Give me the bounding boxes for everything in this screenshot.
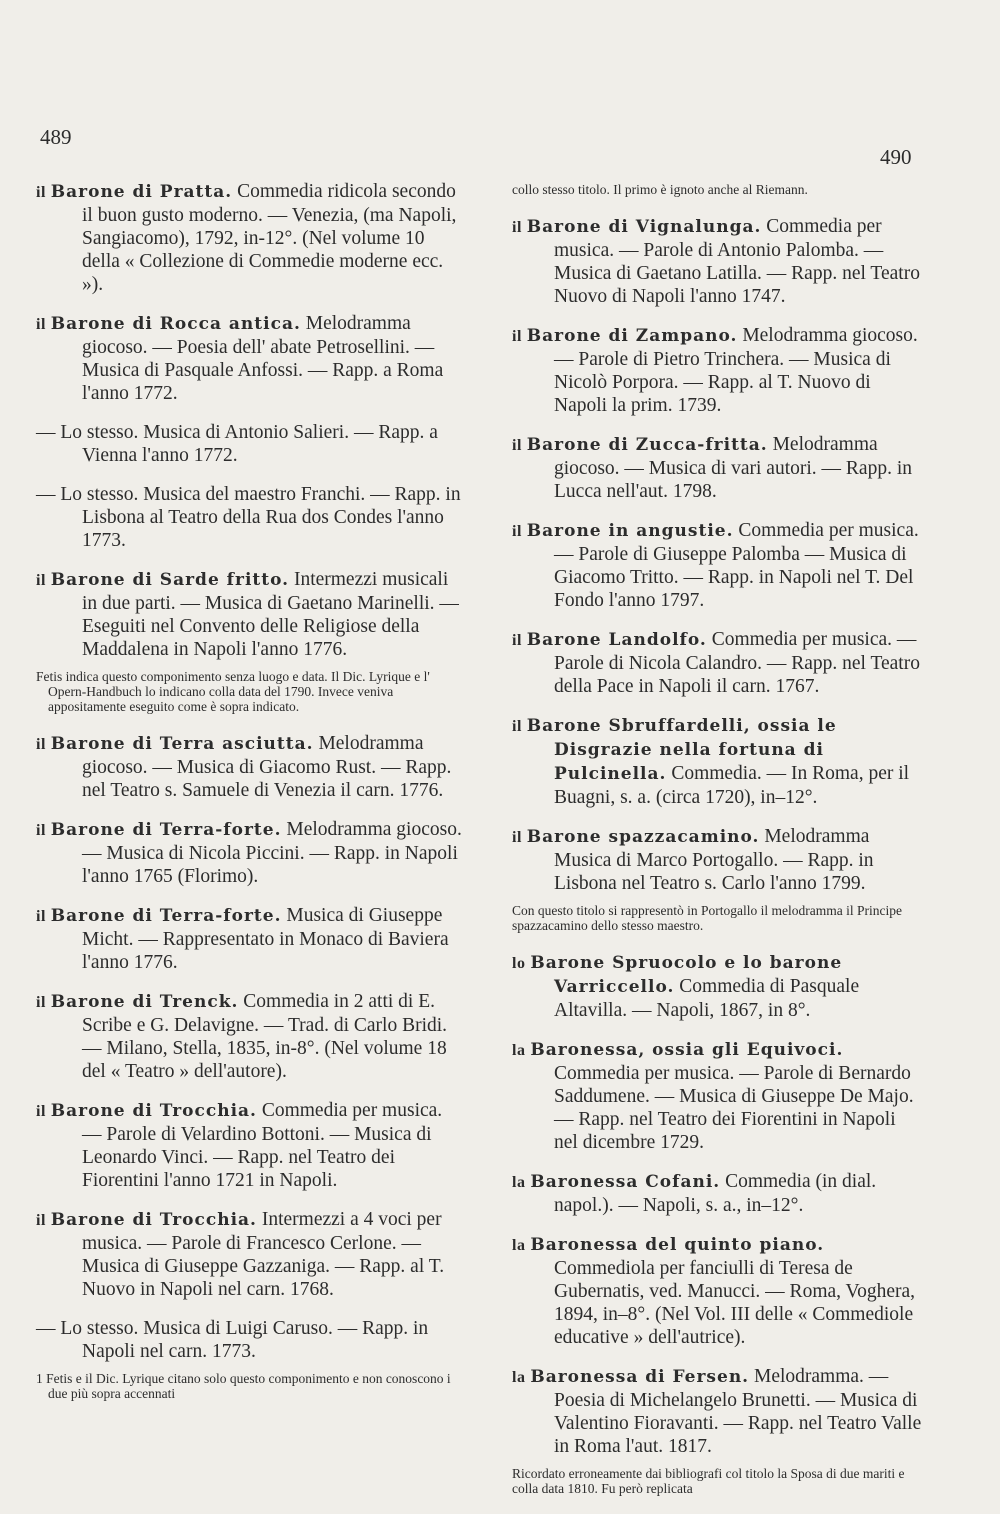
dictionary-entry xyxy=(36,1208,466,1301)
entry-article: il xyxy=(512,829,522,846)
entry-headword: Barone di Terra-forte. xyxy=(50,906,282,926)
entry-article: il xyxy=(36,572,46,589)
entry-headword: Baronessa, ossia gli Equivoci. xyxy=(530,1040,844,1060)
entry-headword: Barone di Terra-forte. xyxy=(50,820,282,840)
entry-text: Melodramma giocoso. — Musica di Giacomo Rust. — Rapp. nel Teatro s. Samuele di Venezia il carn. 1776. xyxy=(82,733,452,801)
entry-article: la xyxy=(512,1237,526,1254)
page-number-right: 490 xyxy=(880,145,912,169)
entry-text: Commedia (in dial. napol.). — Napoli, s. a., in–12°. xyxy=(554,1171,877,1216)
entry-article: il xyxy=(512,219,522,236)
dictionary-entry xyxy=(36,990,466,1083)
entry-headword: Baronessa Cofani. xyxy=(530,1172,721,1192)
footnote: 1 Fetis e il Dic. Lyrique citano solo questo componimento e non conoscono i due più sopra accennati xyxy=(36,1371,451,1401)
entry-text: Commedia per musica. — Parole di Nicola Calandro. — Rapp. nel Teatro della Pace in Napoli il carn. 1767. xyxy=(554,629,920,697)
dictionary-entry xyxy=(512,628,922,698)
entry-text: Commedia per musica. — Parole di Giuseppe Palomba — Musica di Giacomo Tritto. — Rapp. in Napoli nel T. Del Fondo l'anno 1797. xyxy=(554,520,919,611)
entry-text: Commedia per musica. — Parole di Antonio Palomba. — Musica di Gaetano Latilla. — Rapp. nel Teatro Nuovo di Napoli l'anno 1747. xyxy=(554,216,920,307)
dictionary-entry xyxy=(512,324,922,417)
footnote: Con questo titolo si rappresentò in Portogallo il melodramma il Principe spazzacamino dello stesso maestro. xyxy=(512,903,902,933)
left-column xyxy=(36,180,466,1419)
entry-headword: Barone di Pratta. xyxy=(50,182,233,202)
entry-text: Intermezzi musicali in due parti. — Musica di Gaetano Marinelli. — Eseguiti nel Convento delle Religiose della Maddalena in Napoli l'anno 1776. xyxy=(82,569,459,660)
dictionary-entry xyxy=(512,1365,922,1458)
dictionary-entry xyxy=(512,1038,922,1154)
entry-variant: — Lo stesso. Musica di Antonio Salieri. — Rapp. a Vienna l'anno 1772. xyxy=(36,422,438,466)
entry-text: Commediola per fanciulli di Teresa de Gubernatis, ved. Manucci. — Roma, Voghera, 1894, in–8°. (Nel Vol. III delle « Commediole educative » dell'autrice). xyxy=(554,1258,916,1348)
entry-article: il xyxy=(36,1212,46,1229)
entry-article: il xyxy=(36,908,46,925)
entry-article: il xyxy=(36,316,46,333)
entry-headword: Barone Spruocolo e lo barone Varriccello. xyxy=(530,953,843,997)
entry-article: il xyxy=(36,184,46,201)
entry-text: Commedia per musica. — Parole di Velardino Bottoni. — Musica di Leonardo Vinci. — Rapp. nel Teatro dei Fiorentini l'anno 1721 in Napoli. xyxy=(82,1100,443,1191)
dictionary-entry xyxy=(36,568,466,661)
dictionary-entry xyxy=(512,433,922,503)
dictionary-entry xyxy=(512,951,922,1022)
entry-text: Commedia ridicola secondo il buon gusto moderno. — Venezia, (ma Napoli, Sangiacomo), 1792, in-12°. (Nel volume 10 della « Collezione di Commedie moderne ecc. »). xyxy=(82,181,457,295)
entry-headword: Barone di Sarde fritto. xyxy=(50,570,290,590)
entry-headword: Barone di Trenck. xyxy=(50,992,239,1012)
entry-headword: Barone di Rocca antica. xyxy=(50,314,301,334)
entry-text: Melodramma. — Poesia di Michelangelo Brunetti. — Musica di Valentino Fioravanti. — Rapp. nel Teatro Valle in Roma l'aut. 1817. xyxy=(554,1366,922,1457)
entry-article: il xyxy=(36,994,46,1011)
entry-text: Melodramma giocoso. — Poesia dell' abate Petrosellini. — Musica di Pasquale Anfossi. — Rapp. a Roma l'anno 1772. xyxy=(82,313,444,404)
entry-article: il xyxy=(36,736,46,753)
entry-headword: Barone di Trocchia. xyxy=(50,1101,257,1121)
entry-text: Melodramma Musica di Marco Portogallo. — Rapp. in Lisbona nel Teatro s. Carlo l'anno 1799. xyxy=(554,826,874,894)
entry-headword: Barone spazzacamino. xyxy=(526,827,760,847)
entry-article: la xyxy=(512,1042,526,1059)
dictionary-entry xyxy=(36,818,466,888)
dictionary-entry xyxy=(512,215,922,308)
entry-article: il xyxy=(36,822,46,839)
footnote: Ricordato erroneamente dai bibliografi col titolo la Sposa di due mariti e colla data 1810. Fu però replicata xyxy=(512,1466,905,1496)
dictionary-entry xyxy=(512,714,922,809)
entry-headword: Barone Sbruffardelli, ossia le Disgrazie nella fortuna di Pulcinella. xyxy=(526,716,837,784)
entry-text: Musica di Giuseppe Micht. — Rappresentato in Monaco di Baviera l'anno 1776. xyxy=(82,905,449,973)
entry-variant: — Lo stesso. Musica del maestro Franchi. — Rapp. in Lisbona al Teatro della Rua dos Condes l'anno 1773. xyxy=(36,484,461,551)
entry-article: il xyxy=(36,1103,46,1120)
entry-headword: Barone in angustie. xyxy=(526,521,734,541)
dictionary-entry xyxy=(36,180,466,296)
entry-text: Commedia in 2 atti di E. Scribe e G. Delavigne. — Trad. di Carlo Bridi. — Milano, Stella, 1835, in-8°. (Nel volume 18 del « Teatro » dell'autore). xyxy=(82,991,448,1082)
dictionary-entry xyxy=(512,519,922,612)
entry-article: il xyxy=(512,632,522,649)
entry-text: Melodramma giocoso. — Parole di Pietro Trinchera. — Musica di Nicolò Porpora. — Rapp. al T. Nuovo di Napoli la prim. 1739. xyxy=(554,325,918,416)
entry-article: la xyxy=(512,1369,526,1386)
entry-article: il xyxy=(512,718,522,735)
dictionary-entry xyxy=(512,1170,922,1217)
entry-variant: — Lo stesso. Musica di Luigi Caruso. — Rapp. in Napoli nel carn. 1773. xyxy=(36,1318,429,1362)
entry-headword: Barone Landolfo. xyxy=(526,630,707,650)
entry-headword: Barone di Zampano. xyxy=(526,326,738,346)
entry-text: Commedia di Pasquale Altavilla. — Napoli, 1867, in 8°. xyxy=(554,976,860,1021)
entry-headword: Baronessa del quinto piano. xyxy=(530,1235,825,1255)
entry-headword: Barone di Trocchia. xyxy=(50,1210,257,1230)
entry-text: Melodramma giocoso. — Musica di vari autori. — Rapp. in Lucca nell'aut. 1798. xyxy=(554,434,912,502)
entry-headword: Barone di Terra asciutta. xyxy=(50,734,314,754)
page-number-left: 489 xyxy=(40,125,72,149)
dictionary-entry xyxy=(36,1099,466,1192)
dictionary-entry xyxy=(512,1233,922,1349)
entry-headword: Barone di Zucca-fritta. xyxy=(526,435,768,455)
entry-headword: Barone di Vignalunga. xyxy=(526,217,762,237)
dictionary-entry xyxy=(36,904,466,974)
entry-text: Commedia per musica. — Parole di Bernardo Saddumene. — Musica di Giuseppe De Majo. — Rapp. nel Teatro dei Fiorentini in Napoli nel dicembre 1729. xyxy=(554,1063,914,1153)
entry-text: Intermezzi a 4 voci per musica. — Parole di Francesco Cerlone. — Musica di Giuseppe Gazzaniga. — Rapp. al T. Nuovo in Napoli nel carn. 1768. xyxy=(82,1209,445,1300)
entry-article: il xyxy=(512,328,522,345)
dictionary-entry xyxy=(36,312,466,405)
entry-article: la xyxy=(512,1174,526,1191)
entry-headword: Baronessa di Fersen. xyxy=(530,1367,750,1387)
entry-article: il xyxy=(512,437,522,454)
right-column xyxy=(512,182,922,1514)
dictionary-entry xyxy=(36,732,466,802)
footnote: Fetis indica questo componimento senza luogo e data. Il Dic. Lyrique e l' Opern-Handbuch lo indicano colla data del 1790. Invece veniva appositamente eseguito come è sopra indicato. xyxy=(36,669,430,714)
entry-article: il xyxy=(512,523,522,540)
footnote: collo stesso titolo. Il primo è ignoto anche al Riemann. xyxy=(512,182,808,197)
entry-text: Commedia. — In Roma, per il Buagni, s. a. (circa 1720), in–12°. xyxy=(554,763,910,808)
dictionary-entry xyxy=(512,825,922,895)
entry-article: lo xyxy=(512,955,526,972)
entry-text: Melodramma giocoso. — Musica di Nicola Piccini. — Rapp. in Napoli l'anno 1765 (Florimo). xyxy=(82,819,462,887)
